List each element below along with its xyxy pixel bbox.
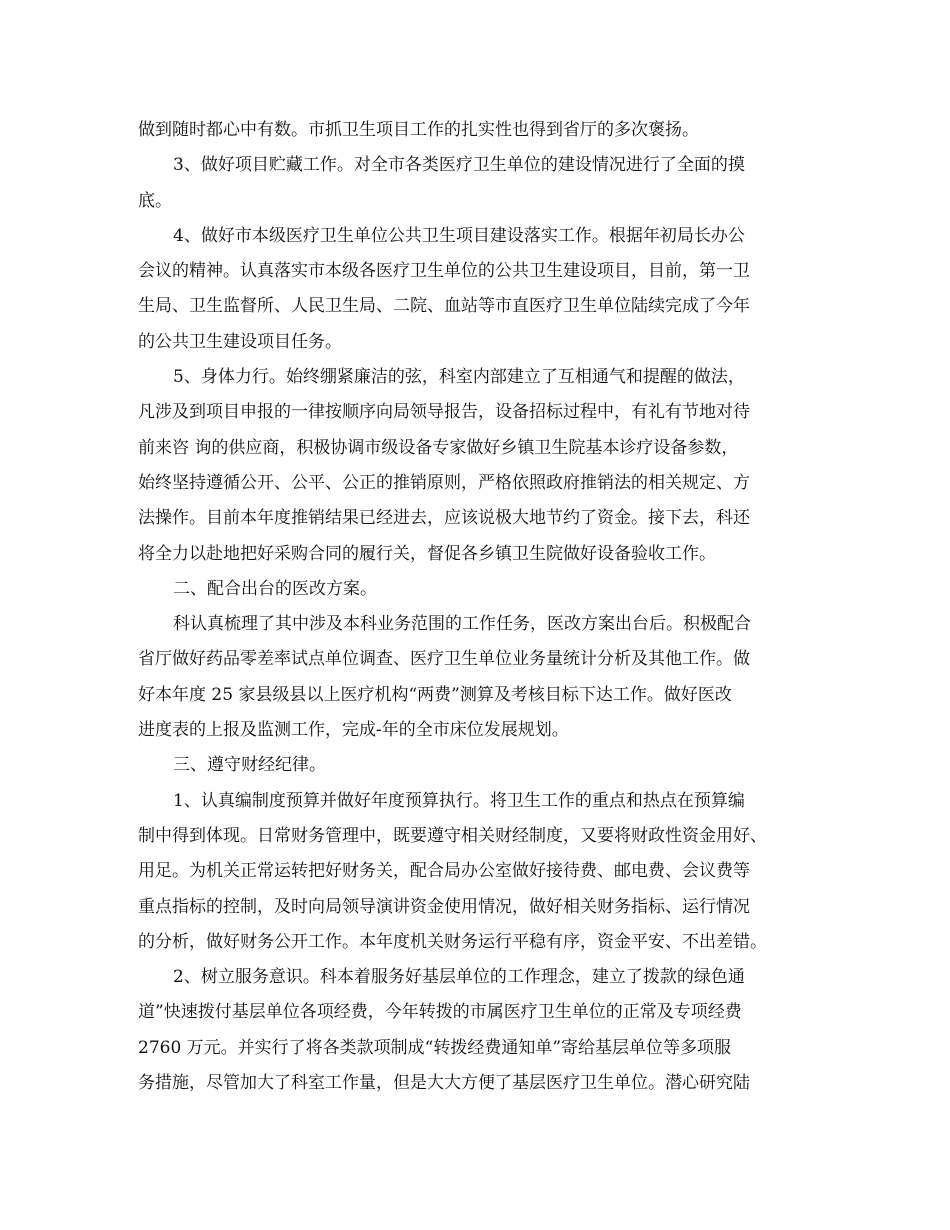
text-line: 的分析，做好财务公开工作。本年度机关财务运行平稳有序，资金平安、不出差错。 — [138, 931, 767, 952]
paragraph-first-line: 2、树立服务意识。科本着服务好基层单位的工作理念，建立了拨款的绿色通 — [173, 967, 745, 988]
paragraph-first-line: 1、认真编制度预算并做好年度预算执行。将卫生工作的重点和热点在预算编 — [173, 790, 745, 811]
text-line: 前来咨 询的供应商，积极协调市级设备专家做好乡镇卫生院基本诊疗设备参数， — [138, 437, 739, 458]
paragraph-first-line: 3、做好项目贮藏工作。对全市各类医疗卫生单位的建设情况进行了全面的摸 — [173, 155, 745, 176]
text-line: 做到随时都心中有数。市抓卫生项目工作的扎实性也得到省厅的多次褒扬。 — [138, 120, 699, 140]
paragraph-first-line: 5、身体力行。始终绷紧廉洁的弦，科室内部建立了互相通气和提醒的做法， — [173, 367, 745, 388]
text-line: 好本年度 25 家县级县以上医疗机构“两费”测算及考核目标下达工作。做好医改 — [138, 684, 732, 705]
text-line: 凡涉及到项目申报的一律按顺序向局领导报告，设备招标过程中，有礼有节地对待 — [138, 402, 750, 423]
text-line: 底。 — [138, 190, 172, 211]
text-line: 重点指标的控制，及时向局领导演讲资金使用情况，做好相关财务指标、运行情况 — [138, 896, 750, 917]
text-line: 始终坚持遵循公开、公平、公正的推销原则，严格依照政府推销法的相关规定、方 — [138, 472, 750, 493]
paragraph-first-line: 4、做好市本级医疗卫生单位公共卫生项目建设落实工作。根据年初局长办公 — [173, 225, 745, 246]
text-line: 会议的精神。认真落实市本级各医疗卫生单位的公共卫生建设项目，目前，第一卫 — [138, 261, 750, 282]
text-line: 制中得到体现。日常财务管理中，既要遵守相关财经制度，又要将财政性资金用好、 — [138, 825, 767, 846]
paragraph-first-line: 科认真梳理了其中涉及本科业务范围的工作任务，医改方案出台后。积极配合 — [173, 614, 751, 635]
text-line: 将全力以赴地把好采购合同的履行关，督促各乡镇卫生院做好设备验收工作。 — [138, 543, 716, 564]
text-line: 用足。为机关正常运转把好财务关，配合局办公室做好接待费、邮电费、会议费等 — [138, 861, 750, 882]
text-line: 道”快速拨付基层单位各项经费，今年转拨的市属医疗卫生单位的正常及专项经费 — [138, 1002, 742, 1023]
paragraph-first-line: 三、遵守财经纪律。 — [173, 755, 326, 776]
paragraph-first-line: 二、配合出台的医改方案。 — [173, 578, 377, 599]
text-line: 的公共卫生建设项目任务。 — [138, 331, 342, 352]
text-line: 法操作。目前本年度推销结果已经进去，应该说极大地节约了资金。接下去，科还 — [138, 508, 750, 529]
text-line: 2760 万元。并实行了将各类款项制成“转拨经费通知单”寄给基层单位等多项服 — [138, 1037, 732, 1058]
text-line: 进度表的上报及监测工作，完成-年的全市床位发展规划。 — [138, 720, 569, 741]
text-line: 务措施，尽管加大了科室工作量，但是大大方便了基层医疗卫生单位。潜心研究陆 — [138, 1073, 750, 1094]
text-line: 生局、卫生监督所、人民卫生局、二院、血站等市直医疗卫生单位陆续完成了今年 — [138, 296, 750, 317]
document-body — [138, 113, 828, 1101]
text-line: 省厅做好药品零差率试点单位调查、医疗卫生单位业务量统计分析及其他工作。做 — [138, 649, 750, 670]
